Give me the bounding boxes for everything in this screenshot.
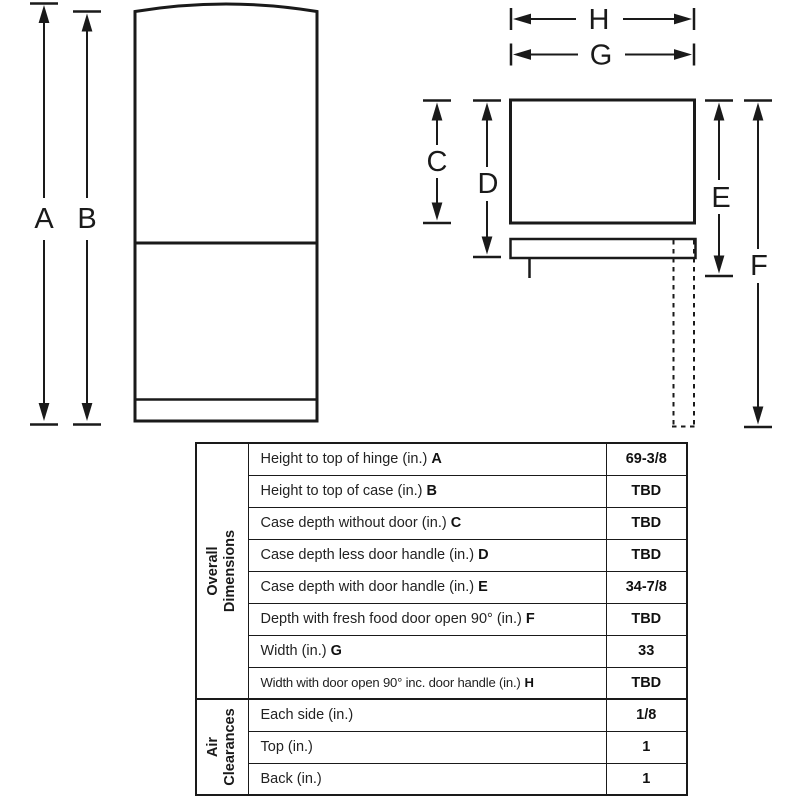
group-header-overall-dimensions: [196, 443, 248, 699]
row-value: TBD: [606, 603, 687, 635]
dim-key: E: [478, 579, 488, 595]
row-label: Width (in.) G: [248, 635, 606, 667]
dim-arrow-b: [73, 12, 101, 425]
row-value: TBD: [606, 507, 687, 539]
row-label: Top (in.): [248, 731, 606, 763]
dim-arrow-f: [744, 101, 772, 428]
top-view-diagram: [423, 4, 772, 427]
dim-label-a: A: [34, 203, 54, 235]
table-row: [196, 571, 687, 603]
group-header-air-clearances-label: Air Clearances: [205, 708, 239, 786]
dim-key: C: [450, 515, 462, 531]
row-value: TBD: [606, 539, 687, 571]
row-label: Back (in.): [248, 763, 606, 795]
row-label: Case depth less door handle (in.) D: [248, 539, 606, 571]
dim-label-b: B: [77, 203, 97, 235]
table-row: [196, 635, 687, 667]
table-row: [196, 763, 687, 795]
dim-key: B: [426, 483, 437, 499]
row-value: 33: [606, 635, 687, 667]
table-row: [196, 443, 687, 475]
case-top-rect: [511, 100, 695, 223]
row-value: 1: [606, 731, 687, 763]
fridge-front-outline: [135, 4, 317, 421]
group-header-air-clearances: [196, 699, 248, 795]
dim-label-f: F: [750, 250, 768, 282]
dim-key: G: [330, 643, 342, 659]
dim-label-e: E: [711, 182, 731, 214]
door-open-dashed-outline: [672, 240, 696, 427]
row-label: Depth with fresh food door open 90° (in.) F: [248, 603, 606, 635]
dim-arrow-a: [30, 4, 58, 425]
dim-arrow-h: [511, 4, 694, 36]
row-label: Case depth with door handle (in.) E: [248, 571, 606, 603]
dim-key: H: [524, 675, 534, 691]
dim-label-d: D: [477, 168, 499, 200]
row-label: Case depth without door (in.) C: [248, 507, 606, 539]
table-row: [196, 731, 687, 763]
table-row: [196, 475, 687, 507]
table-row: [196, 603, 687, 635]
row-label: Each side (in.): [248, 699, 606, 731]
row-value: 1: [606, 763, 687, 795]
row-label: Height to top of case (in.) B: [248, 475, 606, 507]
row-value: TBD: [606, 667, 687, 699]
dim-key: F: [525, 611, 535, 627]
table-row: [196, 507, 687, 539]
table-row: [196, 667, 687, 699]
row-value: TBD: [606, 475, 687, 507]
row-label: Width with door open 90° inc. door handle (in.) H: [248, 667, 606, 699]
dim-arrow-c: [423, 101, 451, 224]
row-label: Height to top of hinge (in.) A: [248, 443, 606, 475]
group-header-overall-dimensions-label: Overall Dimensions: [205, 529, 239, 613]
dim-label-h: H: [588, 4, 610, 36]
dim-label-g: G: [589, 39, 613, 72]
row-value: 69-3/8: [606, 443, 687, 475]
dim-key: D: [478, 547, 489, 563]
front-view-diagram: [30, 4, 317, 425]
dim-label-c: C: [426, 146, 448, 178]
table-row: [196, 699, 687, 731]
dim-key: A: [431, 451, 442, 468]
spec-table: [195, 442, 688, 796]
table-row: [196, 539, 687, 571]
dim-arrow-d: [473, 101, 501, 258]
row-value: 34-7/8: [606, 571, 687, 603]
dim-arrow-e: [705, 101, 733, 277]
door-top-rect: [511, 239, 696, 258]
row-value: 1/8: [606, 699, 687, 731]
dim-arrow-g: [511, 40, 694, 72]
